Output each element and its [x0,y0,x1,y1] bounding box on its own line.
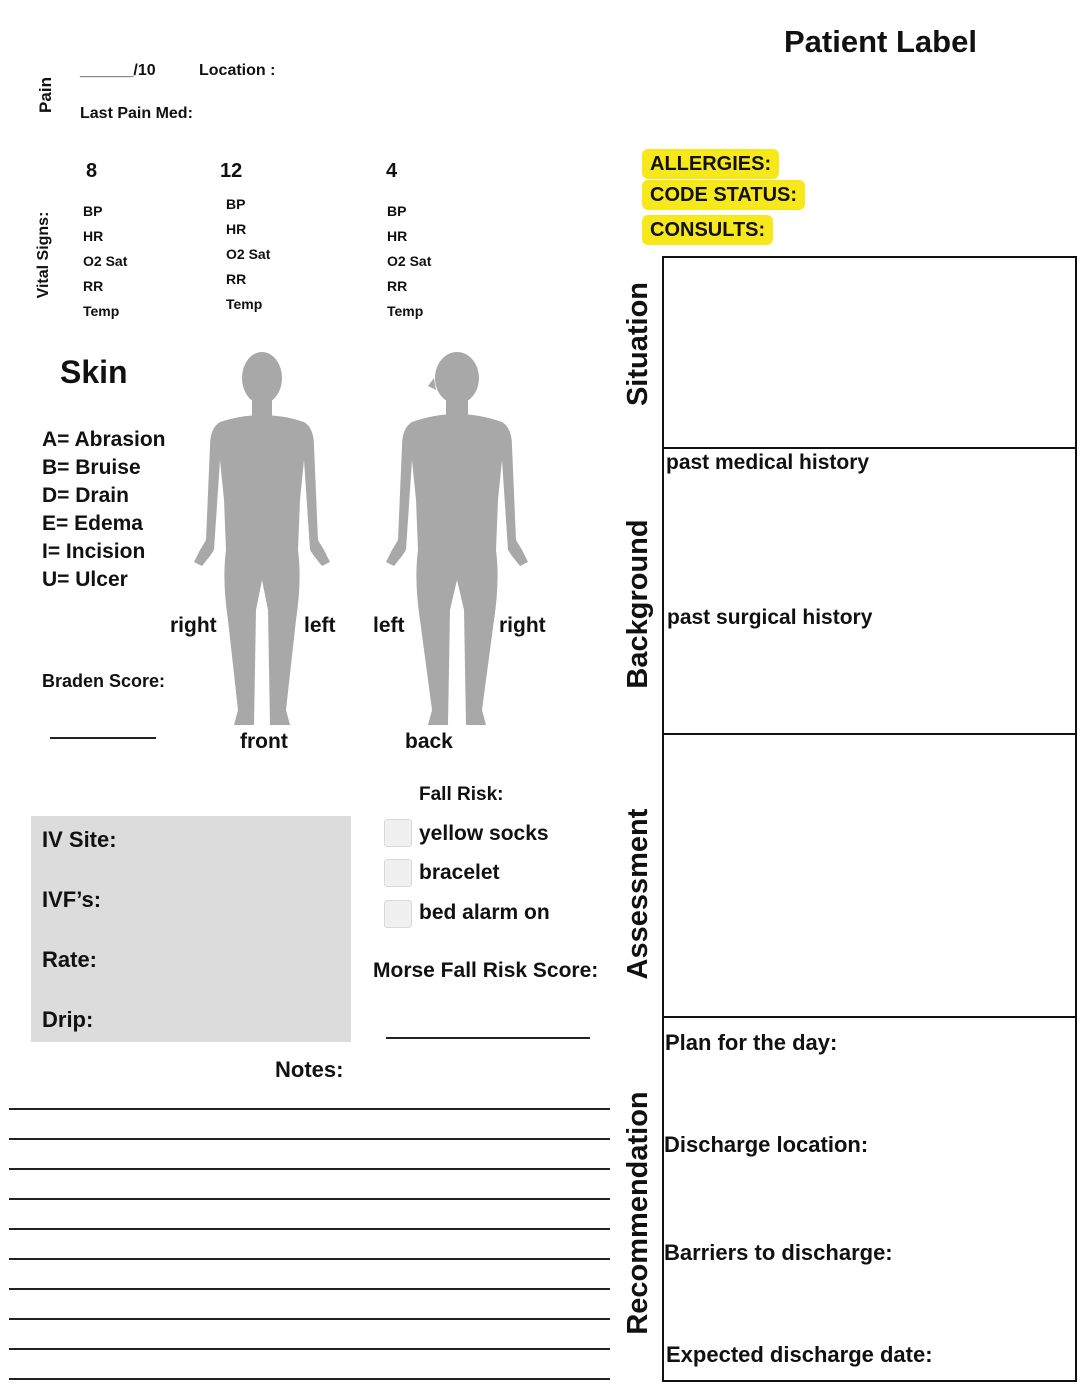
notes-line[interactable] [9,1348,610,1350]
vital-bp: BP [387,203,407,219]
bracelet-checkbox[interactable] [384,859,412,887]
body-back-figure [382,350,532,735]
front-left-label: left [304,614,336,637]
patient-label: Patient Label [784,24,977,59]
iv-drip-label: Drip: [42,1007,94,1032]
discharge-location-label: Discharge location: [664,1132,869,1157]
vitals-time-4: 4 [386,160,398,182]
vital-rr: RR [387,278,408,294]
vitals-time-12: 12 [220,160,243,182]
barriers-to-discharge-label: Barriers to discharge: [664,1240,893,1265]
bed-alarm-checkbox[interactable] [384,900,412,928]
legend-ulcer: U= Ulcer [42,568,128,591]
recommendation-box[interactable] [662,1016,1077,1382]
past-surgical-history-label: past surgical history [667,606,873,629]
notes-line[interactable] [9,1378,610,1380]
vitals-time-8: 8 [86,160,98,182]
notes-line[interactable] [9,1288,610,1290]
braden-score-label: Braden Score: [42,671,166,691]
bracelet-label: bracelet [419,861,500,884]
notes-line[interactable] [9,1108,610,1110]
iv-site-label: IV Site: [42,827,117,852]
vital-o2: O2 Sat [83,253,128,269]
iv-rate-label: Rate: [42,947,98,972]
notes-line[interactable] [9,1258,610,1260]
yellow-socks-checkbox[interactable] [384,819,412,847]
back-left-label: left [373,614,405,637]
pain-side-label: Pain [36,77,55,113]
back-right-label: right [499,614,546,637]
yellow-socks-label: yellow socks [419,822,549,845]
legend-edema: E= Edema [42,512,143,535]
front-label: front [240,730,288,753]
pain-location-label: Location : [199,62,276,79]
morse-score-label: Morse Fall Risk Score: [373,959,599,982]
situation-box[interactable] [662,256,1077,449]
assessment-label: Assessment [622,808,654,980]
vital-temp: Temp [387,303,424,319]
fall-risk-title: Fall Risk: [419,784,504,805]
vital-signs-side-label: Vital Signs: [35,211,52,299]
vital-o2: O2 Sat [226,246,271,262]
notes-line[interactable] [9,1198,610,1200]
last-pain-med-label: Last Pain Med: [80,105,193,122]
notes-line[interactable] [9,1318,610,1320]
vital-rr: RR [83,278,104,294]
notes-line[interactable] [9,1168,610,1170]
vital-bp: BP [83,203,103,219]
vital-hr: HR [83,228,104,244]
recommendation-label: Recommendation [622,1091,654,1335]
notes-line[interactable] [9,1228,610,1230]
assessment-box[interactable] [662,733,1077,1018]
ivfs-label: IVF’s: [42,887,102,912]
expected-discharge-date-label: Expected discharge date: [666,1342,933,1367]
vital-temp: Temp [226,296,263,312]
legend-bruise: B= Bruise [42,456,141,479]
vital-bp: BP [226,196,246,212]
background-label: Background [622,519,654,689]
background-box[interactable] [662,447,1077,735]
legend-drain: D= Drain [42,484,129,507]
notes-line[interactable] [9,1138,610,1140]
vital-hr: HR [226,221,247,237]
code-status-highlight: CODE STATUS: [642,180,805,210]
allergies-highlight: ALLERGIES: [642,149,779,179]
vital-rr: RR [226,271,247,287]
morse-score-line[interactable] [386,1037,590,1039]
legend-incision: I= Incision [42,540,146,563]
notes-label: Notes: [275,1057,344,1082]
back-label: back [405,730,453,753]
body-front-figure [190,350,335,735]
past-medical-history-label: past medical history [666,451,870,474]
consults-highlight: CONSULTS: [642,215,773,245]
vitals-column-8 [83,199,127,324]
bed-alarm-label: bed alarm on [419,901,550,924]
legend-abrasion: A= Abrasion [42,428,166,451]
skin-legend [42,426,166,594]
vital-temp: Temp [83,303,120,319]
front-right-label: right [170,614,217,637]
plan-for-day-label: Plan for the day: [665,1030,838,1055]
vital-hr: HR [387,228,408,244]
vital-o2: O2 Sat [387,253,432,269]
skin-title: Skin [60,354,128,390]
vitals-column-4 [387,199,431,324]
vitals-column-12 [226,192,270,317]
braden-score-line[interactable] [50,737,156,739]
situation-label: Situation [622,281,654,407]
pain-scale: ______/10 [80,62,156,79]
